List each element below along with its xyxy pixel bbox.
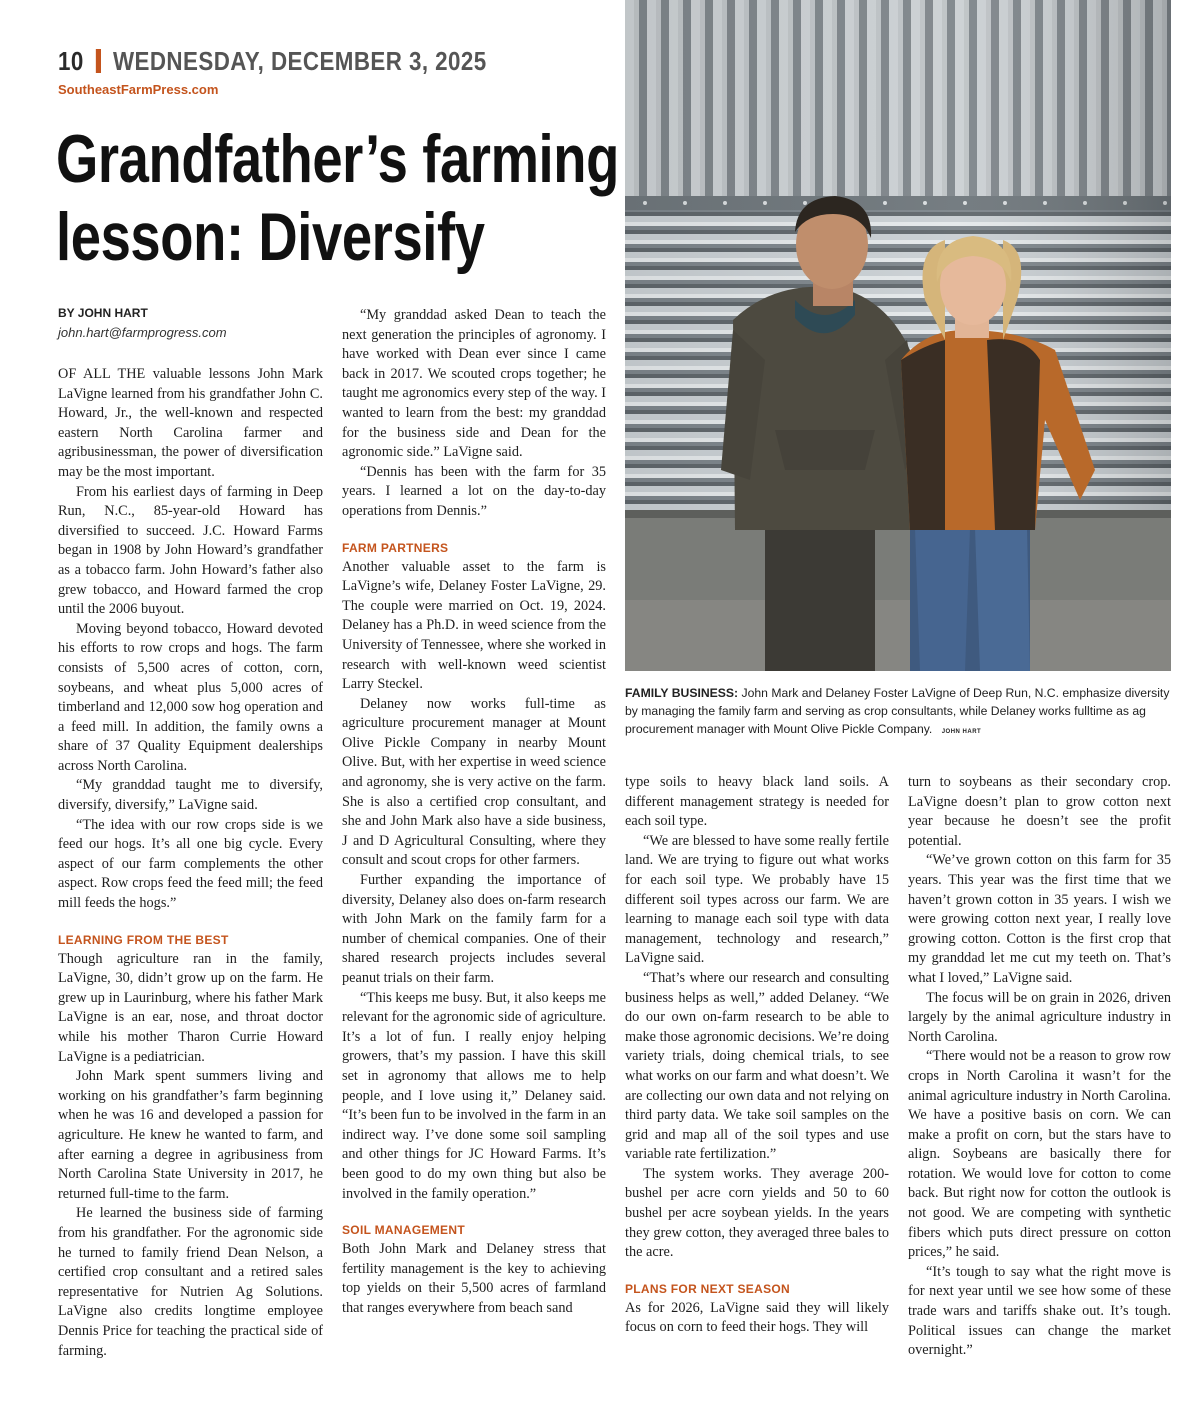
paragraph: turn to soybeans as their secondary crop. LaVigne doesn’t plan to grow cotton next year because he doesn’t see the profit potential. (908, 774, 1171, 849)
article-photo (625, 0, 1171, 671)
caption-text: John Mark and Delaney Foster LaVigne of Deep Run, N.C. emphasize diversity by managing the family farm and serving as crop consultants, while Delaney works fulltime as ag procurement manager with Mount Olive Pickle Company. (625, 686, 1170, 736)
paragraph: John Mark spent summers living and working on his grandfather’s farm beginning when he was 16 and developed a passion for agriculture. He knew he wanted to farm, and after earning a degree in agribusiness from North Carolina State University in 2017, he returned full-time to the farm. (58, 1068, 323, 1202)
headline-line-2: lesson: Diversify (56, 199, 485, 275)
paragraph: Delaney now works full-time as agriculture procurement manager at Mount Olive Pickle Company in nearby Mount Olive. But, with her expertise in weed science and agronomy, she is very active on the farm. She is also a certified crop consultant, and she and John Mark also have a side business, J and D Agricultural Consulting, where they consult and scout crops for other farmers. (342, 695, 606, 869)
headline-line-1: Grandfather’s farming (56, 121, 619, 197)
paragraph: “My granddad asked Dean to teach the next generation the principles of agronomy. I have worked with Dean ever since I came back in 2017. We scouted crops together; he taught me agronomics every step of the way. I wanted to learn from the best: my granddad for the business side and Dean for the agronomic side.” LaVigne said. (342, 307, 606, 461)
caption-label: FAMILY BUSINESS: (625, 686, 739, 700)
issue-date: WEDNESDAY, DECEMBER 3, 2025 (112, 46, 487, 76)
paragraph: “This keeps me busy. But, it also keeps me relevant for the agronomic side of agriculture. It’s a lot of fun. I really enjoy helping growers, that’s my passion. I have this skill set in agronomy that allows me to help people, and I love using it,” Delaney said. “It’s been fun to be involved in the farm in an indirect way. I’ve done some soil sampling and other things for JC Howard Farms. It’s been good to do my own thing but also be involved in the family operation.” (342, 989, 606, 1202)
article-column-2 (342, 306, 606, 1319)
paragraph: From his earliest days of farming in Deep Run, N.C., 85-year-old Howard has diversified to succeed. J.C. Howard Farms began in 1908 by John Howard’s grandfather as a tobacco farm. John Howard’s father also grew tobacco, and Howard farmed the crop until the 2006 buyout. (58, 483, 323, 618)
page-number: 10 (58, 46, 84, 76)
paragraph: The system works. They average 200-bushel per acre corn yields and 50 to 60 bushel per acre soybean yields. In the years they grew cotton, they averaged three bales to the acre. (625, 1165, 889, 1261)
paragraph: “That’s where our research and consulting business helps as well,” added Delaney. “We do our own on-farm research to be able to make those agronomic decisions. We’re doing variety trials, doing chemical trials, to see what works on our farm and what doesn’t. We are collecting our own data and not relying on third party data. We take soil samples on the grid and map all of the soil types and use variable rate fertilization.” (625, 969, 889, 1163)
section-heading-plans: PLANS FOR NEXT SEASON (625, 1281, 790, 1296)
byline: BY JOHN HART (58, 306, 148, 320)
paragraph: “It’s tough to say what the right move is for next year until we see how some of these trade wars and tariffs shake out. It’s tough. Political issues can change the market overnight.” (908, 1263, 1171, 1359)
section-heading-soil: SOIL MANAGEMENT (342, 1223, 465, 1238)
paragraph: He learned the business side of farming from his grandfather. For the agronomic side he turned to family friend Dean Nelson, a certified crop consultant and a retired sales representative for Nutrien Ag Solutions. LaVigne also credits longtime employee Dennis Price for teaching the practical side of farming. (58, 1205, 323, 1359)
article-column-4 (908, 773, 1171, 1361)
farmers-at-grain-bin-image (625, 0, 1171, 671)
page-header (58, 46, 487, 77)
paragraph: Moving beyond tobacco, Howard devoted his efforts to row crops and hogs. The farm consists of 5,500 acres of cotton, corn, soybeans, and wheat plus 5,000 acres of timberland and 12,000 sow hog operation and a feed mill. In addition, the family owns a share of 37 Quality Equipment dealerships across North Carolina. (58, 620, 323, 774)
paragraph: Though agriculture ran in the family, LaVigne, 30, didn’t grow up on the farm. He grew up in Laurinburg, where his father Mark LaVigne is an ear, nose, and throat doctor while his mother Tharon Currie Howard LaVigne is a pediatrician. (58, 950, 323, 1065)
paragraph: As for 2026, LaVigne said they will likely focus on corn to feed their hogs. They will (625, 1299, 889, 1336)
site-link[interactable]: SoutheastFarmPress.com (58, 82, 219, 97)
paragraph: Further expanding the importance of diversity, Delaney also does on-farm research with John Mark on the family farm for a number of chemical companies. One of their shared research projects includes several peanut trials on their farm. (342, 872, 606, 986)
article-column-3 (625, 773, 889, 1338)
paragraph: OF ALL THE valuable lessons John Mark LaVigne learned from his grandfather John C. Howard, Jr., the well-known and respected eastern North Carolina farmer and agribusinessman, the power of diversification may be the most important. (58, 366, 323, 480)
article-column-1 (58, 365, 323, 1361)
paragraph: “There would not be a reason to grow row crops in North Carolina it wasn’t for the animal agriculture industry in North Carolina. We have a positive basis on corn. We can make a profit on corn, but the stars have to align. Soybeans are basically there for rotation. We would love for cotton to come back. But right now for cotton the outlook is not good. We are competing with synthetic fibers which puts direct pressure on cotton prices,” he said. (908, 1048, 1171, 1261)
section-heading-partners: FARM PARTNERS (342, 540, 449, 555)
paragraph: “Dennis has been with the farm for 35 years. I learned a lot on the day-to-day operations from Dennis.” (342, 463, 606, 519)
photo-credit: JOHN HART (941, 729, 982, 735)
paragraph: “We’ve grown cotton on this farm for 35 years. This year was the first time that we haven’t grown cotton in 35 years. I wish we were growing cotton next year, I really love growing cotton. Cotton is the first crop that my granddad let me cut my teeth on. That’s what I loved,” LaVigne said. (908, 852, 1171, 986)
photo-caption (625, 684, 1171, 741)
section-heading-learning: LEARNING FROM THE BEST (58, 932, 229, 947)
paragraph: type soils to heavy black land soils. A different management strategy is needed for each soil type. (625, 774, 889, 830)
paragraph: The focus will be on grain in 2026, driven largely by the animal agriculture industry in North Carolina. (908, 989, 1171, 1045)
paragraph: “We are blessed to have some really fertile land. We are trying to figure out what works for each soil type. We probably have 15 different soil types across our farm. We are learning to manage each soil type with data management, technology and research,” LaVigne said. (625, 832, 889, 967)
article-headline (56, 120, 619, 276)
paragraph: Another valuable asset to the farm is LaVigne’s wife, Delaney Foster LaVigne, 29. The couple were married on Oct. 19, 2024. Delaney has a Ph.D. in weed science from the University of Tennessee, where she worked in research with well-known weed scientist Larry Steckel. (342, 558, 606, 693)
paragraph: Both John Mark and Delaney stress that fertility management is the key to achieving top yields on their 5,500 acres of farmland that ranges everywhere from beach sand (342, 1241, 606, 1316)
author-email[interactable]: john.hart@farmprogress.com (58, 325, 227, 340)
paragraph: “The idea with our row crops side is we feed our hogs. It’s all one big cycle. Every aspect of our farm complements the other aspect. Row crops feed the feed mill; the feed mill feeds the hogs.” (58, 816, 323, 912)
paragraph: “My granddad taught me to diversify, diversify, diversify,” LaVigne said. (58, 777, 323, 814)
header-divider (96, 49, 101, 73)
